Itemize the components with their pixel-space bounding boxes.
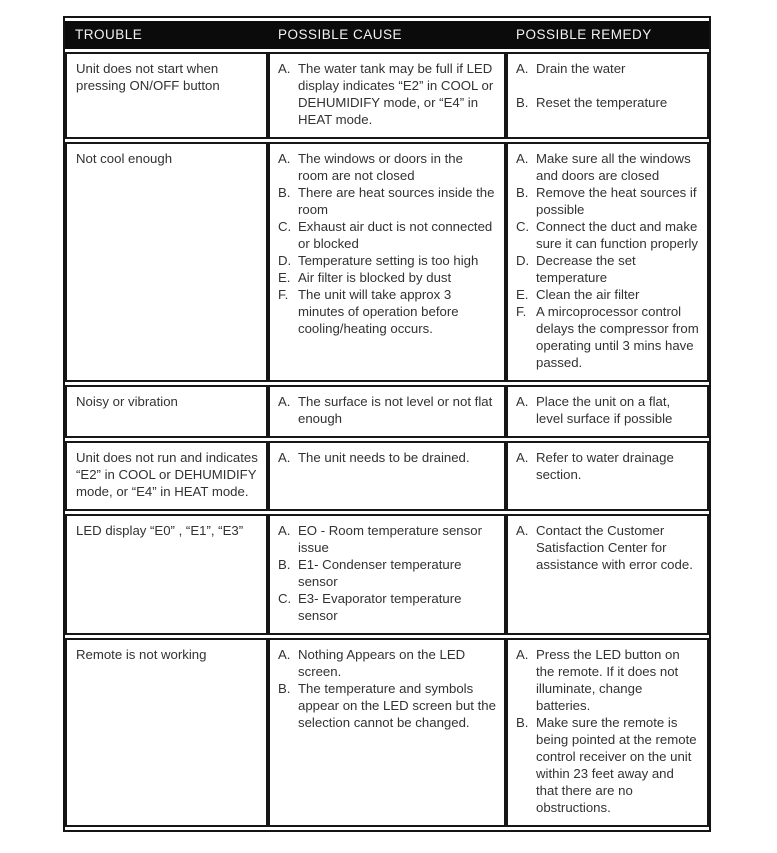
cause-cell bbox=[268, 638, 506, 827]
remedy-cell bbox=[506, 638, 709, 827]
item-text: Nothing Appears on the LED screen. bbox=[298, 647, 466, 679]
list-item bbox=[278, 286, 496, 337]
table-row bbox=[65, 638, 709, 827]
item-text: The water tank may be full if LED display indicates “E2” in COOL or DEHUMIDIFY mode, or “E4” in HEAT mode. bbox=[298, 61, 494, 127]
cause-cell bbox=[268, 385, 506, 438]
list-item bbox=[516, 60, 699, 77]
table-row bbox=[65, 385, 709, 438]
trouble-cell: Not cool enough bbox=[65, 142, 268, 382]
cause-cell bbox=[268, 142, 506, 382]
item-letter: A. bbox=[516, 394, 529, 409]
table-row bbox=[65, 514, 709, 635]
remedy-cell bbox=[506, 514, 709, 635]
item-text: The temperature and symbols appear on the LED screen but the selection cannot be changed. bbox=[298, 681, 496, 730]
list-item bbox=[516, 393, 699, 427]
item-letter: D. bbox=[278, 253, 292, 268]
item-text: Temperature setting is too high bbox=[298, 253, 479, 268]
item-text: Clean the air filter bbox=[536, 287, 640, 302]
list-item bbox=[516, 449, 699, 483]
item-text: Drain the water bbox=[536, 61, 626, 76]
item-letter: C. bbox=[278, 219, 292, 234]
list-item bbox=[278, 218, 496, 252]
list-item bbox=[278, 522, 496, 556]
trouble-cell: Noisy or vibration bbox=[65, 385, 268, 438]
item-text: The unit needs to be drained. bbox=[298, 450, 470, 465]
troubleshooting-table bbox=[63, 16, 711, 832]
item-text: Make sure all the windows and doors are closed bbox=[536, 151, 691, 183]
column-header-trouble: TROUBLE bbox=[65, 21, 268, 49]
item-text: Decrease the set temperature bbox=[536, 253, 636, 285]
item-letter: B. bbox=[516, 95, 529, 110]
item-letter: B. bbox=[278, 557, 291, 572]
item-letter: B. bbox=[516, 185, 529, 200]
cause-list bbox=[278, 60, 496, 128]
list-item bbox=[516, 522, 699, 573]
table-row bbox=[65, 441, 709, 511]
item-text: Press the LED button on the remote. If it does not illuminate, change batteries. bbox=[536, 647, 680, 713]
cause-list bbox=[278, 646, 496, 731]
list-item bbox=[278, 590, 496, 624]
remedy-list bbox=[516, 646, 699, 816]
table-row bbox=[65, 142, 709, 382]
column-header-possible-remedy: POSSIBLE REMEDY bbox=[506, 21, 709, 49]
item-letter: A. bbox=[278, 151, 291, 166]
list-item bbox=[278, 60, 496, 128]
list-item bbox=[278, 646, 496, 680]
item-letter: A. bbox=[516, 647, 529, 662]
list-item bbox=[516, 94, 699, 111]
list-item bbox=[278, 449, 496, 466]
list-item bbox=[278, 150, 496, 184]
item-letter: D. bbox=[516, 253, 530, 268]
list-item bbox=[278, 680, 496, 731]
remedy-cell bbox=[506, 441, 709, 511]
item-text: Place the unit on a flat, level surface if possible bbox=[536, 394, 673, 426]
cause-list bbox=[278, 522, 496, 624]
item-text: Exhaust air duct is not connected or blocked bbox=[298, 219, 493, 251]
list-item bbox=[516, 303, 699, 371]
trouble-cell: Remote is not working bbox=[65, 638, 268, 827]
item-letter: E. bbox=[278, 270, 291, 285]
remedy-list bbox=[516, 449, 699, 483]
list-item bbox=[516, 714, 699, 816]
list-item bbox=[516, 184, 699, 218]
trouble-cell: Unit does not run and indicates “E2” in COOL or DEHUMIDIFY mode, or “E4” in HEAT mode. bbox=[65, 441, 268, 511]
list-item bbox=[278, 556, 496, 590]
remedy-list bbox=[516, 522, 699, 573]
column-header-possible-cause: POSSIBLE CAUSE bbox=[268, 21, 506, 49]
list-item bbox=[278, 184, 496, 218]
list-item bbox=[516, 646, 699, 714]
table-body bbox=[65, 52, 709, 827]
item-text: Air filter is blocked by dust bbox=[298, 270, 452, 285]
list-item bbox=[278, 269, 496, 286]
cause-list bbox=[278, 449, 496, 466]
item-text: E3- Evaporator temperature sensor bbox=[298, 591, 462, 623]
list-item bbox=[516, 218, 699, 252]
item-letter: A. bbox=[278, 523, 291, 538]
item-text: There are heat sources inside the room bbox=[298, 185, 495, 217]
list-item bbox=[516, 150, 699, 184]
item-text: Contact the Customer Satisfaction Center for assistance with error code. bbox=[536, 523, 693, 572]
item-text: The unit will take approx 3 minutes of operation before cooling/heating occurs. bbox=[298, 287, 459, 336]
item-text: EO - Room temperature sensor issue bbox=[298, 523, 482, 555]
cause-list bbox=[278, 393, 496, 427]
item-text: Reset the temperature bbox=[536, 95, 668, 110]
item-text: The windows or doors in the room are not closed bbox=[298, 151, 463, 183]
table-row bbox=[65, 52, 709, 139]
item-letter: F. bbox=[516, 304, 527, 319]
item-letter: A. bbox=[516, 151, 529, 166]
remedy-list bbox=[516, 60, 699, 111]
cause-cell bbox=[268, 514, 506, 635]
table-header-row bbox=[65, 21, 709, 49]
item-text: The surface is not level or not flat enough bbox=[298, 394, 493, 426]
item-letter: F. bbox=[278, 287, 289, 302]
item-letter: E. bbox=[516, 287, 529, 302]
item-text: Refer to water drainage section. bbox=[536, 450, 674, 482]
trouble-cell: LED display “E0” , “E1”, “E3” bbox=[65, 514, 268, 635]
item-text: A mircoprocessor control delays the compressor from operating until 3 mins have passed. bbox=[536, 304, 699, 370]
remedy-cell bbox=[506, 142, 709, 382]
item-letter: A. bbox=[516, 450, 529, 465]
item-text: Connect the duct and make sure it can function properly bbox=[536, 219, 698, 251]
item-letter: B. bbox=[278, 185, 291, 200]
remedy-cell bbox=[506, 52, 709, 139]
item-letter: B. bbox=[278, 681, 291, 696]
trouble-cell: Unit does not start when pressing ON/OFF button bbox=[65, 52, 268, 139]
item-letter: A. bbox=[278, 394, 291, 409]
cause-cell bbox=[268, 52, 506, 139]
item-letter: A. bbox=[278, 61, 291, 76]
remedy-list bbox=[516, 393, 699, 427]
item-letter: A. bbox=[278, 647, 291, 662]
cause-cell bbox=[268, 441, 506, 511]
list-item bbox=[278, 252, 496, 269]
remedy-list bbox=[516, 150, 699, 371]
item-letter: B. bbox=[516, 715, 529, 730]
item-letter: A. bbox=[516, 523, 529, 538]
item-text: E1- Condenser temperature sensor bbox=[298, 557, 462, 589]
item-letter: A. bbox=[516, 61, 529, 76]
item-letter: C. bbox=[278, 591, 292, 606]
list-item bbox=[278, 393, 496, 427]
item-letter: A. bbox=[278, 450, 291, 465]
cause-list bbox=[278, 150, 496, 337]
list-item bbox=[516, 252, 699, 286]
remedy-cell bbox=[506, 385, 709, 438]
list-item bbox=[516, 286, 699, 303]
item-text: Make sure the remote is being pointed at the remote control receiver on the unit within 23 feet away and that there are no obstructions. bbox=[536, 715, 697, 815]
item-text: Remove the heat sources if possible bbox=[536, 185, 697, 217]
item-letter: C. bbox=[516, 219, 530, 234]
